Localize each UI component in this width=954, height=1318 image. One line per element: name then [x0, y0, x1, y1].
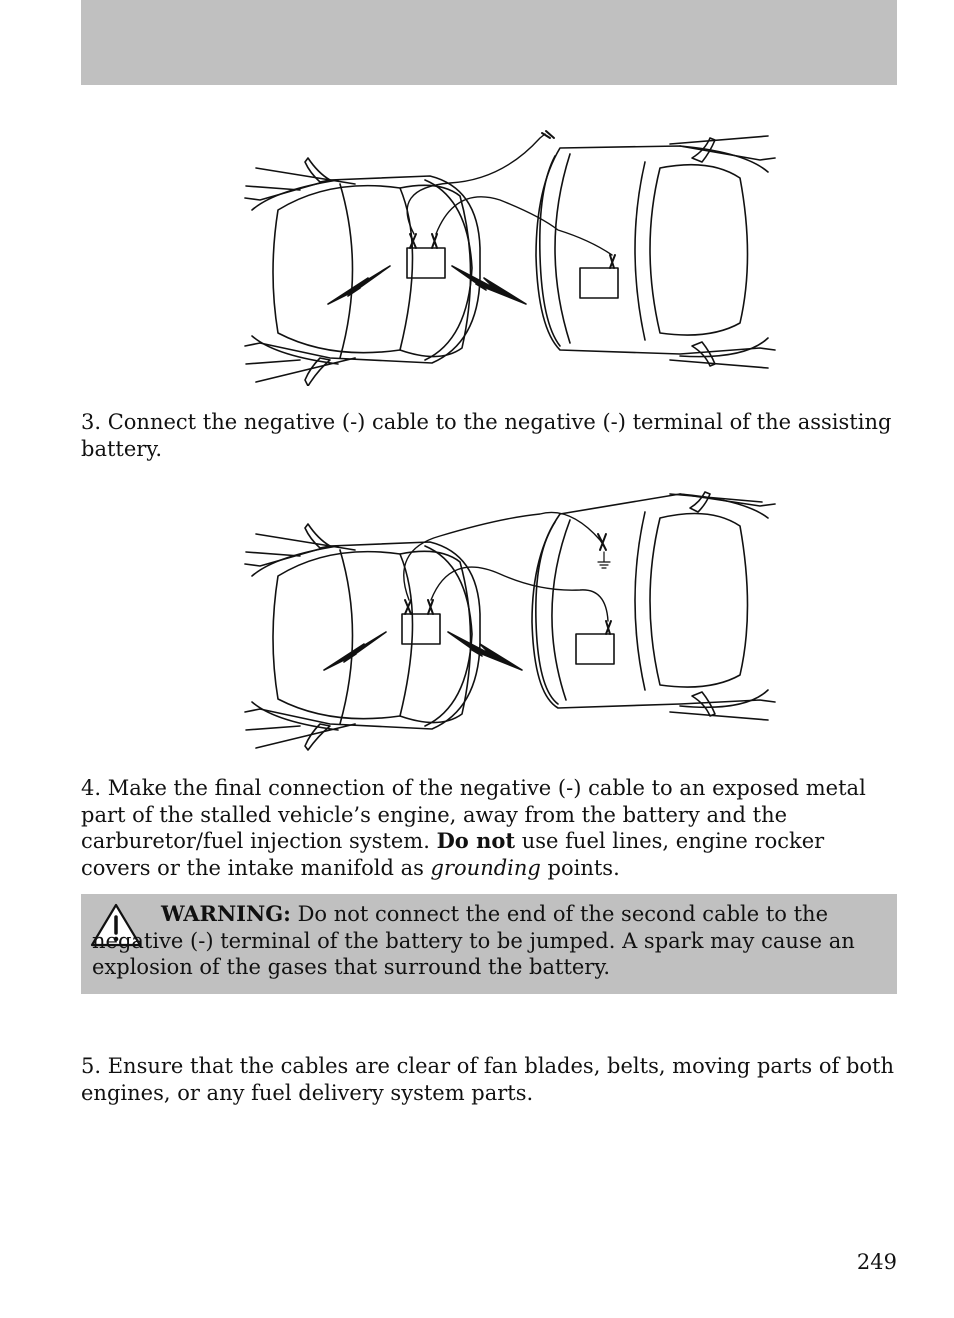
- step-4-text-after: points.: [540, 855, 620, 880]
- right-car-outline: [536, 136, 775, 368]
- right-car-outline: [532, 492, 775, 720]
- warning-body: Do not connect the end of the second cable to the negative (-) terminal of the battery to be jumped. A spark may cause an explosion of the gases that surround the battery.: [92, 902, 855, 979]
- jump-start-illustration-1: [240, 128, 780, 386]
- step-4-text-middle: use fuel lines, engine rocker covers or the intake manifold as: [81, 829, 825, 880]
- step-4-text-before: 4. Make the final connection of the negative (-) cable to an exposed metal part of the stalled vehicle’s engine, away from the battery and the carburetor/fuel injection system.: [81, 776, 866, 853]
- step-4-bold-text: Do not: [436, 828, 516, 853]
- step-3-text: 3. Connect the negative (-) cable to the negative (-) terminal of the assisting battery.: [81, 410, 892, 461]
- assisting-battery: [580, 268, 618, 298]
- page-number: 249: [856, 1250, 897, 1274]
- warning-text: [92, 901, 887, 981]
- step-5-text: 5. Ensure that the cables are clear of fan blades, belts, moving parts of both engines, or any fuel delivery system parts.: [81, 1054, 895, 1105]
- assisting-battery: [576, 634, 614, 664]
- warning-box: [81, 894, 897, 994]
- jump-start-illustration-2: [240, 490, 780, 752]
- step-4-italic-text: grounding: [430, 855, 541, 880]
- step-4-text: [81, 775, 897, 881]
- warning-label: WARNING:: [161, 901, 291, 926]
- left-car-outline: [245, 524, 480, 750]
- header-bar: [81, 0, 897, 85]
- stalled-battery: [402, 614, 440, 644]
